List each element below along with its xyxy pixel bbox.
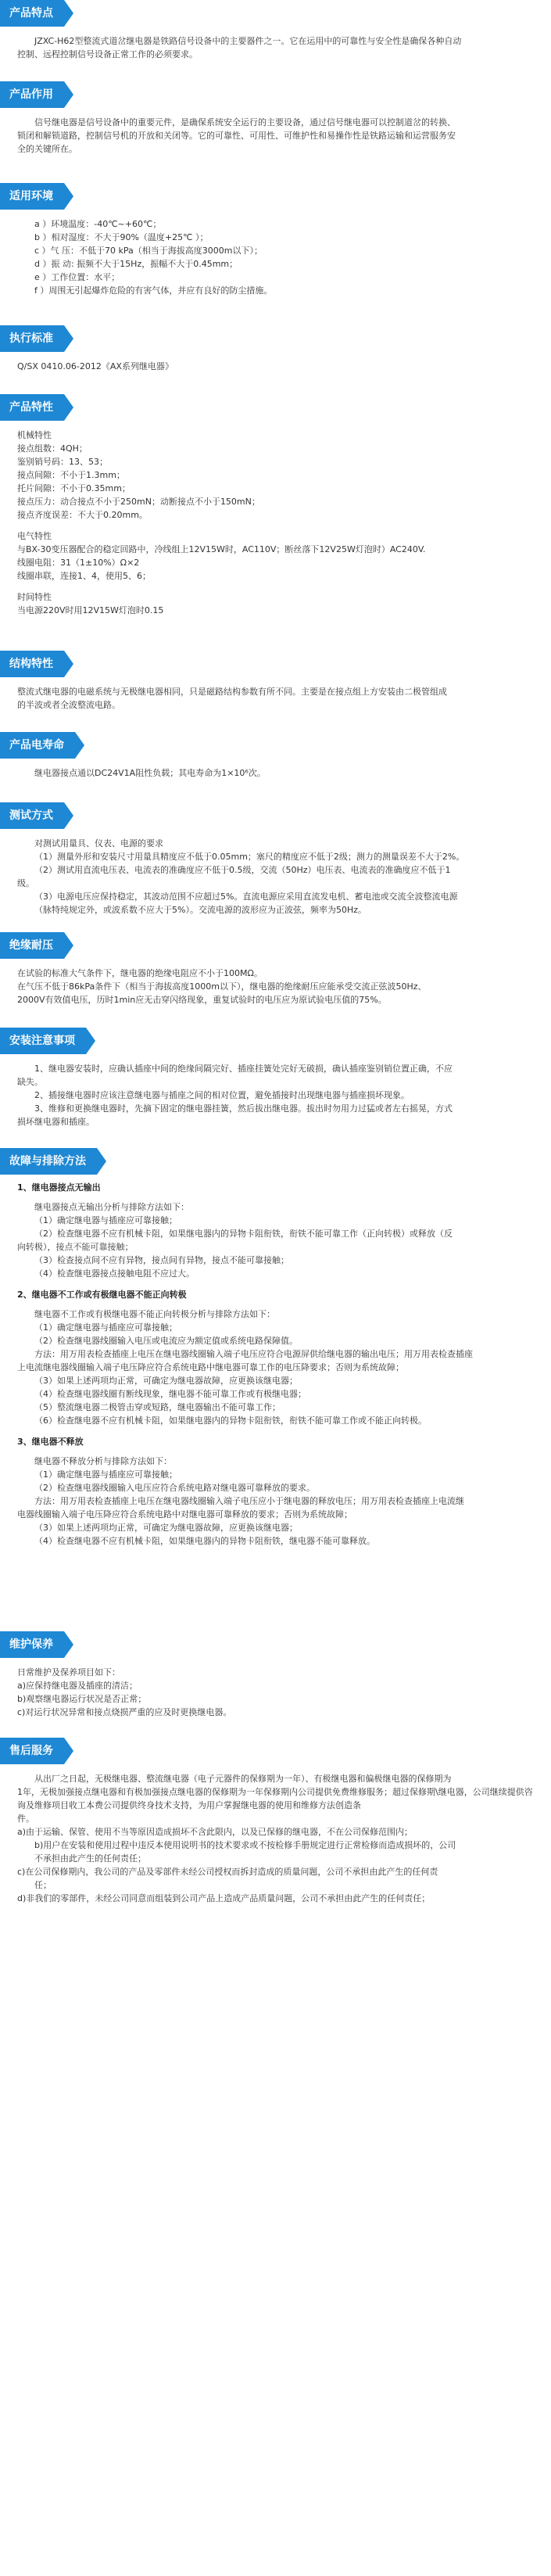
paragraph-line: 线圈电阻：31（1±10%）Ω×2 bbox=[17, 558, 140, 568]
paragraph-line: b)观察继电器运行状况是否正常； bbox=[17, 1694, 147, 1704]
paragraph-line: （3）电源电压应保持稳定，其波动范围不应超过5%。直流电源应采用直流发电机、蓄电池或交流全波整流电源 bbox=[34, 892, 458, 902]
paragraph-line: a)应保持继电器及插座的清洁； bbox=[17, 1681, 138, 1691]
paragraph-line: （2）检查继电器线圈输入电压应符合系统电路对继电器可靠释放的要求。 bbox=[34, 1483, 315, 1493]
section-title: 故障与排除方法 bbox=[0, 1148, 97, 1175]
paragraph-line: 电气特性 bbox=[17, 531, 52, 541]
section-title: 结构特性 bbox=[0, 651, 64, 677]
subsection-heading: 2、继电器不工作或有极继电器不能正向转极 bbox=[17, 1290, 187, 1300]
paragraph-line: 在试验的标准大气条件下，继电器的绝缘电阻应不小于100MΩ。 bbox=[17, 968, 263, 978]
paragraph-line: 方法：用万用表检查插座上电压在继电器线圈输入端子电压应小于继电器的释放电压；用万用表检查插座上电流继 bbox=[34, 1496, 464, 1506]
list-item: d ）振 动: 振频不大于15Hz，振幅不大于0.45mm； bbox=[34, 259, 238, 269]
paragraph-line: 在气压不低于86kPa条件下（相当于海拔高度1000m以下），继电器的绝缘耐压应能承受交流正弦波50Hz、 bbox=[17, 981, 427, 992]
paragraph-line: （4）检查继电器线圈有断线现象，继电器不能可靠工作或有极继电器； bbox=[34, 1389, 306, 1399]
insulation-body bbox=[0, 959, 551, 1028]
paragraph-line: 锁闭和解锁道路，控制信号机的开放和关闭等。它的可靠性、可用性、可维护性和易操作性是铁路运输和运营服务安 bbox=[17, 131, 456, 141]
section-testing bbox=[0, 802, 551, 829]
section-function bbox=[0, 81, 551, 108]
paragraph-line: 2、插接继电器时应该注意继电器与插座之间的相对位置，避免插接时出现继电器与插座损坏现象。 bbox=[34, 1090, 410, 1100]
paragraph-line: 机械特性 bbox=[17, 430, 52, 440]
after-sales-body bbox=[0, 1764, 551, 1933]
paragraph-line: 对测试用量具、仪表、电源的要求 bbox=[34, 838, 163, 849]
paragraph-line: （4）检查继电器接点接触电阻不应过大。 bbox=[34, 1268, 195, 1279]
paragraph-line: （1）确定继电器与插座应可靠接触； bbox=[34, 1322, 177, 1333]
list-item: b ）相对湿度：不大于90%（温度+25℃ ）； bbox=[34, 232, 209, 242]
paragraph-line: 全的关键所在。 bbox=[17, 144, 77, 154]
section-title: 产品特性 bbox=[0, 394, 64, 421]
characteristics-body bbox=[0, 421, 551, 651]
paragraph-line: 级。 bbox=[17, 878, 34, 888]
list-item: e ）工作位置：水平； bbox=[34, 272, 120, 282]
troubleshooting-body bbox=[0, 1175, 551, 1631]
paragraph-line: （5）整流继电器二极管击穿或短路，继电器输出不能可靠工作； bbox=[34, 1402, 281, 1412]
environment-body bbox=[0, 210, 551, 325]
paragraph-line: 继电器接点无输出分析与排除方法如下： bbox=[34, 1202, 189, 1212]
section-title: 测试方式 bbox=[0, 802, 64, 829]
paragraph-line: 整流式继电器的电磁系统与无极继电器相同，只是磁路结构参数有所不同。主要是在接点组上方安装由二极管组成 bbox=[17, 687, 447, 697]
paragraph-line: （3）如果上述两项均正常，可确定为继电器故障，应更换该继电器； bbox=[34, 1376, 298, 1386]
paragraph-line: 接点组数：4QH； bbox=[17, 443, 88, 454]
paragraph-line: b)用户在安装和使用过程中违反本使用说明书的技术要求或不按检修手册规定进行正常检修而造成损坏的，公司 bbox=[34, 1840, 456, 1850]
section-maintenance bbox=[0, 1631, 551, 1658]
section-characteristics bbox=[0, 394, 551, 421]
paragraph-line: 不承担由此产生的任何责任； bbox=[34, 1853, 146, 1864]
section-troubleshooting bbox=[0, 1148, 551, 1175]
paragraph-line: JZXC-H62型整流式道岔继电器是铁路信号设备中的主要器件之一。它在运用中的可靠性与安全性是确保各种自动 bbox=[34, 36, 462, 46]
section-title: 适用环境 bbox=[0, 183, 64, 210]
paragraph-line: 向转极），接点不能可靠接触； bbox=[17, 1242, 134, 1252]
section-title: 维护保养 bbox=[0, 1631, 64, 1658]
paragraph-line: 信号继电器是信号设备中的重要元件，是确保系统安全运行的主要设备，通过信号继电器可以控制道岔的转换、 bbox=[34, 117, 456, 127]
paragraph-line: （1）确定继电器与插座应可靠接触； bbox=[34, 1469, 177, 1480]
section-standard bbox=[0, 325, 551, 352]
paragraph-line: 电器线圈输入端子电压降应符合系统电路中对继电器可靠释放的要求；否则为系统故障； bbox=[17, 1509, 352, 1519]
paragraph-line: （2）检查继电器不应有机械卡阻，如果继电器内的异物卡阻衔铁，衔铁不能可靠工作（正向转极）或释放（反 bbox=[34, 1229, 453, 1239]
section-title: 绝缘耐压 bbox=[0, 932, 64, 959]
paragraph-line: 继电器不工作或有极继电器不能正向转极分析与排除方法如下： bbox=[34, 1309, 275, 1319]
section-features bbox=[0, 0, 551, 27]
paragraph-line: 托片间隙：不小于0.35mm； bbox=[17, 483, 131, 493]
paragraph-line: 接点齐度误差：不大于0.20mm。 bbox=[17, 510, 148, 520]
features-body bbox=[0, 27, 551, 81]
paragraph-line: （4）检查继电器不应有机械卡阻，如果继电器内的异物卡阻衔铁，继电器不能可靠释放。 bbox=[34, 1536, 375, 1546]
structure-body bbox=[0, 677, 551, 732]
paragraph-line: （2）测试用直流电压表、电流表的准确度应不低于0.5级，交流（50Hz）电压表、电流表的准确度应不低于1 bbox=[34, 865, 451, 875]
function-body bbox=[0, 108, 551, 183]
paragraph-line: d)非我们的零部件，未经公司同意而组装到公司产品上造成产品质量问题，公司不承担由此产生的任何责任； bbox=[17, 1893, 431, 1903]
subsection-heading: 1、继电器接点无输出 bbox=[17, 1182, 101, 1193]
paragraph-line: （3）检查接点间不应有异物，接点间有异物，接点不能可靠接触； bbox=[34, 1255, 289, 1265]
subsection-heading: 3、继电器不释放 bbox=[17, 1437, 84, 1447]
paragraph-line: 方法：用万用表检查插座上电压在继电器线圈输入端子电压应符合电源屏供给继电器的输出电压；用万用表检查插座 bbox=[34, 1349, 473, 1359]
paragraph-line: c)在公司保修期内，我公司的产品及零部件未经公司授权而拆封造成的质量问题，公司不承担由此产生的任何责 bbox=[17, 1867, 438, 1877]
section-title: 产品电寿命 bbox=[0, 732, 75, 759]
paragraph-line: 接点间隙：不小于1.3mm； bbox=[17, 470, 125, 480]
paragraph-line: 损坏继电器和插座。 bbox=[17, 1117, 95, 1127]
paragraph-line: 件。 bbox=[17, 1814, 34, 1824]
section-title: 执行标准 bbox=[0, 325, 64, 352]
paragraph-line: 缺失。 bbox=[17, 1077, 43, 1087]
lifetime-body bbox=[0, 759, 551, 802]
paragraph-line: 继电器接点通以DC24V1A阻性负载；其电寿命为1×10⁶次。 bbox=[34, 768, 266, 778]
paragraph-line: 的半波或者全波整流电路。 bbox=[17, 700, 120, 710]
list-item: a ）环境温度：-40℃~+60℃； bbox=[34, 219, 162, 229]
paragraph-line: （1）测量外形和安装尺寸用量具精度应不低于0.05mm；塞尺的精度应不低于2级；测力的测量误差不大于2%。 bbox=[34, 852, 465, 862]
paragraph-line: （2）检查继电器线圈输入电压或电流应为额定值或系统电路保障值。 bbox=[34, 1336, 298, 1346]
paragraph-line: （脉特纯规定外，或波系数不应大于5%）。交流电源的波形应为正波弦，频率为50Hz。 bbox=[34, 905, 367, 915]
paragraph-line: （3）如果上述两项均正常，可确定为继电器故障，应更换该继电器； bbox=[34, 1523, 298, 1533]
paragraph-line: 从出厂之日起，无极继电器、整流继电器（电子元器件的保修期为一年）、有极继电器和偏极继电器的保修期为 bbox=[34, 1774, 452, 1784]
paragraph-line: 与BX-30变压器配合的稳定回路中，冷线组上12V15W时，AC110V；断丝落下12V25W灯泡时）AC240V. bbox=[17, 544, 426, 554]
section-insulation bbox=[0, 932, 551, 959]
testing-body bbox=[0, 829, 551, 932]
section-title: 安装注意事项 bbox=[0, 1028, 86, 1054]
list-item: f ）周围无引起爆炸危险的有害气体，并应有良好的防尘措施。 bbox=[34, 285, 273, 296]
paragraph-line: 时间特性 bbox=[17, 592, 52, 602]
paragraph-line: 线圈串联，连接1、4，使用5、6； bbox=[17, 571, 151, 581]
standard-body bbox=[0, 352, 551, 394]
section-structure bbox=[0, 651, 551, 677]
paragraph-line: a)由于运输、保管、使用不当等原因造成损坏不含此限内，以及已保修的继电器，不在公司保修范围内； bbox=[17, 1827, 413, 1837]
paragraph-line: 1、继电器安装时，应确认插座中间的绝缘间隔完好、插座挂簧处完好无破损，确认插座鉴别销位置正确，不应 bbox=[34, 1064, 453, 1074]
section-title: 产品作用 bbox=[0, 81, 64, 108]
paragraph-line: 日常维护及保养项目如下： bbox=[17, 1667, 120, 1677]
paragraph-line: 3、维修和更换继电器时，先摘下固定的继电器挂簧，然后拔出继电器。拔出时勿用力过猛或者左右摇晃，方式 bbox=[34, 1103, 453, 1114]
paragraph-line: （6）检查继电器不应有机械卡阻，如果继电器内的异物卡阻衔铁，衔铁不能可靠工作或不能正向转极。 bbox=[34, 1415, 427, 1426]
section-after-sales bbox=[0, 1738, 551, 1764]
section-title: 产品特点 bbox=[0, 0, 64, 27]
paragraph-line: Q/SX 0410.06-2012《AX系列继电器》 bbox=[17, 361, 174, 371]
section-environment bbox=[0, 183, 551, 210]
paragraph-line: 任； bbox=[34, 1880, 52, 1890]
maintenance-body bbox=[0, 1658, 551, 1738]
paragraph-line: 接点压力：动合接点不小于250mN；动断接点不小于150mN； bbox=[17, 497, 260, 507]
list-item: c ）气 压：不低于70 kPa（相当于海拔高度3000m以下）； bbox=[34, 246, 263, 256]
paragraph-line: 控制、远程控制信号设备正常工作的必须要求。 bbox=[17, 49, 198, 59]
paragraph-line: 上电流继电器线圈输入端子电压降应符合系统电路中继电器可靠工作的电压降要求；否则为系统故障； bbox=[17, 1362, 404, 1372]
paragraph-line: 鉴别销号码：13、53； bbox=[17, 457, 108, 467]
paragraph-line: 1年，无极加强接点继电器和有极加强接点继电器的保修期为一年保修期内公司提供免费维修服务；超过保修期\继电器，公司继续提供咨询及维修项目收工本费公司提供终身技术支持，为用户掌握继电器的使用和维修方法创造条 bbox=[17, 1787, 533, 1810]
paragraph-line: 当电源220V时用12V15W灯泡时0.15 bbox=[17, 605, 164, 615]
paragraph-line: 2000V有效值电压，历时1min应无击穿闪络现象，重复试验时的电压应为原试验电压值的75%。 bbox=[17, 995, 387, 1005]
paragraph-line: （1）确定继电器与插座应可靠接触； bbox=[34, 1215, 177, 1225]
section-lifetime bbox=[0, 732, 551, 759]
section-title: 售后服务 bbox=[0, 1738, 64, 1764]
section-installation bbox=[0, 1028, 551, 1054]
paragraph-line: c)对运行状况异常和接点烧损严重的应及时更换继电器。 bbox=[17, 1707, 232, 1717]
paragraph-line: 继电器不释放分析与排除方法如下： bbox=[34, 1456, 172, 1466]
installation-body bbox=[0, 1054, 551, 1148]
